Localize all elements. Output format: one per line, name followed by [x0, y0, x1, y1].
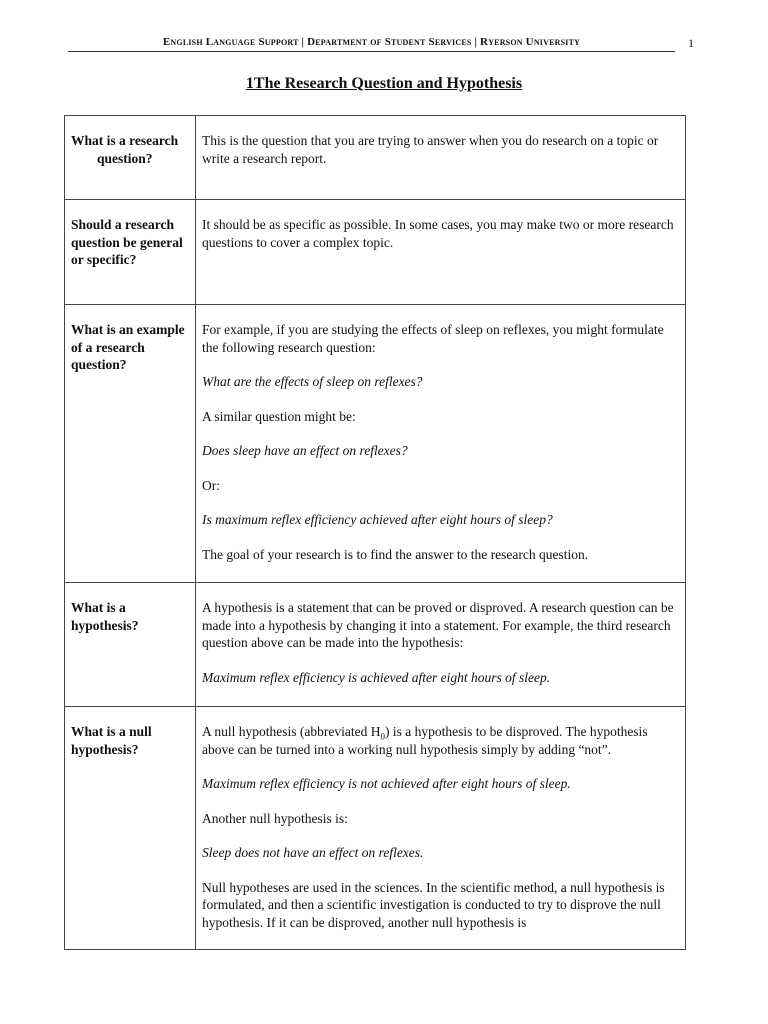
answer-paragraph: It should be as specific as possible. In some cases, you may make two or more research questions to cover a complex topic. — [202, 217, 674, 250]
example-question: Is maximum reflex efficiency achieved after eight hours of sleep? — [202, 512, 553, 527]
answer-paragraph: Another null hypothesis is: — [202, 810, 348, 826]
question-text: What is an example of a research question? — [71, 322, 185, 372]
answer-text: A null hypothesis (abbreviated H — [202, 724, 381, 739]
question-cell — [65, 200, 196, 305]
answer-paragraph: This is the question that you are trying to answer when you do research on a topic or write a research report. — [202, 133, 659, 166]
answer-cell — [196, 305, 686, 583]
answer-paragraph: A similar question might be: — [202, 408, 356, 424]
table-row — [65, 200, 686, 305]
example-question: Does sleep have an effect on reflexes? — [202, 443, 408, 458]
question-cell — [65, 116, 196, 200]
example-hypothesis: Maximum reflex efficiency is achieved after eight hours of sleep. — [202, 669, 551, 685]
answer-paragraph: The goal of your research is to find the answer to the research question. — [202, 546, 589, 562]
qa-table — [64, 115, 686, 950]
question-cell — [65, 305, 196, 583]
example-null-hypothesis: Sleep does not have an effect on reflexes. — [202, 845, 424, 860]
subscript-zero: 0 — [380, 731, 385, 742]
page-number: 1 — [688, 36, 694, 50]
answer-paragraph: A hypothesis is a statement that can be proved or disproved. A research question can be made into a hypothesis by changing it into a statement. For example, the third research question above can be made into the hypothesis: — [202, 600, 674, 650]
answer-paragraph: Or: — [202, 477, 220, 493]
question-text: What is a research question? — [71, 133, 179, 166]
answer-paragraph: For example, if you are studying the effects of sleep on reflexes, you might formulate the following research question: — [202, 322, 664, 355]
answer-cell — [196, 707, 686, 950]
question-cell — [65, 583, 196, 707]
answer-cell — [196, 116, 686, 200]
example-question: What are the effects of sleep on reflexes? — [202, 374, 423, 389]
table-row — [65, 707, 686, 950]
question-text: What is a hypothesis? — [71, 600, 139, 633]
answer-cell — [196, 200, 686, 305]
answer-paragraph — [202, 723, 679, 758]
example-null-hypothesis: Maximum reflex efficiency is not achieved after eight hours of sleep. — [202, 776, 571, 791]
answer-cell — [196, 583, 686, 707]
question-text: What is a null hypothesis? — [71, 724, 152, 757]
question-text: Should a research question be general or specific? — [71, 217, 183, 267]
question-cell — [65, 707, 196, 950]
table-row — [65, 305, 686, 583]
table-row — [65, 583, 686, 707]
document-title: 1The Research Question and Hypothesis — [245, 75, 523, 92]
table-row — [65, 116, 686, 200]
answer-text: ) is a hypothesis to be disproved. The hypothesis above can be turned into a working null hypothesis simply by adding “not”. — [202, 724, 648, 757]
running-header: English Language Support | Department of Student Services | Ryerson University — [68, 36, 675, 52]
answer-paragraph: Null hypotheses are used in the sciences. In the scientific method, a null hypothesis is formulated, and then a scientific investigation is conducted to try to disprove the null hypothesis. If it can be disproved, another null hypothesis is — [202, 879, 665, 930]
